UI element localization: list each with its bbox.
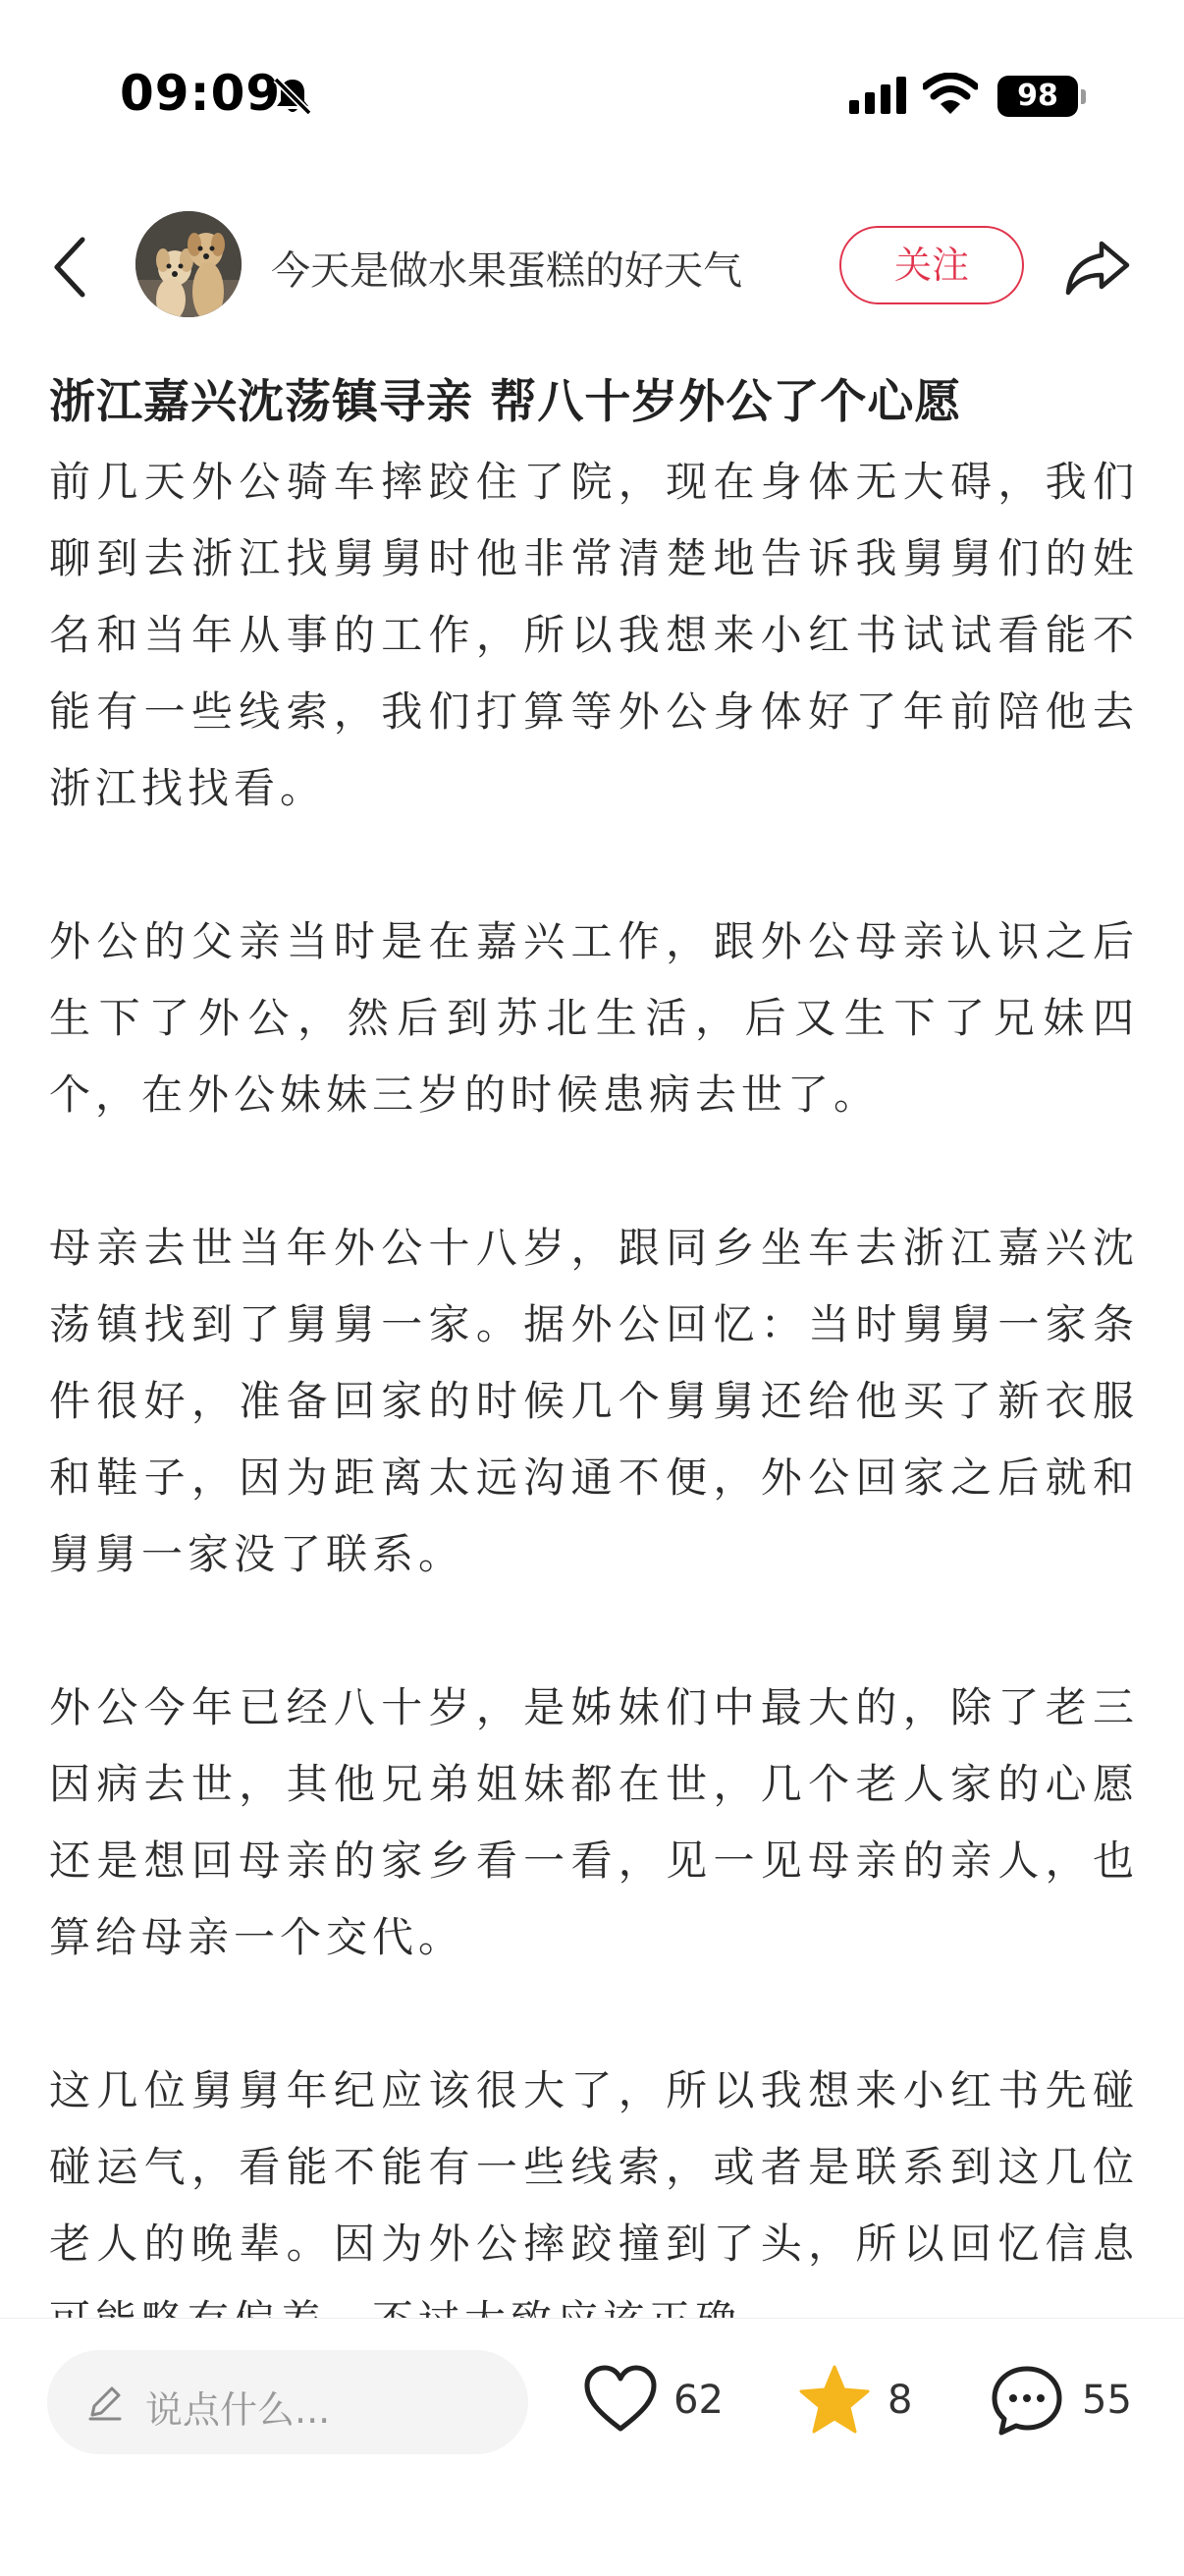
paragraph-spacer	[49, 1133, 1139, 1210]
paragraph-spacer	[49, 1593, 1139, 1670]
comment-button[interactable]	[990, 2354, 1147, 2452]
collect-count: 8	[888, 2378, 913, 2423]
battery-tip	[1081, 89, 1086, 104]
collect-button[interactable]	[797, 2354, 925, 2452]
post-paragraph: 母亲去世当年外公十八岁，跟同乡坐车去浙江嘉兴沈荡镇找到了舅舅一家。据外公回忆：当时舅舅一家条件很好，准备回家的时候几个舅舅还给他买了新衣服和鞋子，因为距离太远沟通不便，外公回家之后就和舅舅一家没了联系。	[49, 1224, 1139, 1578]
comment-input[interactable]	[47, 2350, 528, 2454]
dog-photo-icon	[135, 211, 242, 317]
bottom-action-bar	[0, 2318, 1184, 2576]
wifi-icon	[923, 73, 978, 116]
like-button[interactable]	[583, 2354, 740, 2452]
bell-off-icon	[271, 75, 314, 118]
battery-indicator: 98	[997, 76, 1078, 117]
comment-placeholder: 说点什么...	[145, 2388, 331, 2432]
status-bar	[0, 0, 1184, 196]
comment-bubble-icon	[990, 2364, 1064, 2439]
status-time: 09:09	[120, 65, 282, 122]
pencil-icon	[84, 2382, 126, 2423]
author-avatar[interactable]	[135, 211, 242, 317]
heart-icon	[583, 2364, 658, 2435]
post-paragraph: 前几天外公骑车摔跤住了院，现在身体无大碍，我们聊到去浙江找舅舅时他非常清楚地告诉我舅舅们的姓名和当年从事的工作，所以我想来小红书试试看能不能有一些线索，我们打算等外公身体好了年前陪他去浙江找找看。	[49, 458, 1139, 812]
paragraph-spacer	[49, 1976, 1139, 2053]
share-icon[interactable]	[1062, 232, 1133, 302]
post-title: 浙江嘉兴沈荡镇寻亲 帮八十岁外公了个心愿	[49, 375, 962, 429]
cellular-signal-icon	[849, 77, 908, 116]
follow-button[interactable]: 关注	[839, 226, 1024, 304]
author-name[interactable]: 今天是做水果蛋糕的好天气	[271, 248, 742, 294]
star-icon	[797, 2364, 872, 2435]
post-paragraph: 外公的父亲当时是在嘉兴工作，跟外公母亲认识之后生下了外公，然后到苏北生活，后又生下了兄妹四个，在外公妹妹三岁的时候患病去世了。	[49, 917, 1139, 1119]
post-header	[0, 196, 1184, 344]
like-count: 62	[673, 2378, 724, 2423]
paragraph-spacer	[49, 827, 1139, 904]
back-arrow-icon[interactable]	[39, 228, 108, 306]
post-content	[49, 361, 1139, 2359]
comment-count: 55	[1082, 2378, 1132, 2423]
post-paragraph: 这几位舅舅年纪应该很大了，所以我想来小红书先碰碰运气，看能不能有一些线索，或者是联系到这几位老人的晚辈。因为外公摔跤撞到了头，所以回忆信息	[49, 2066, 1139, 2268]
post-paragraph: 外公今年已经八十岁，是姊妹们中最大的，除了老三因病去世，其他兄弟姐妹都在世，几个老人家的心愿还是想回母亲的家乡看一看，见一见母亲的亲人，也算给母亲一个交代。	[49, 1683, 1139, 1961]
